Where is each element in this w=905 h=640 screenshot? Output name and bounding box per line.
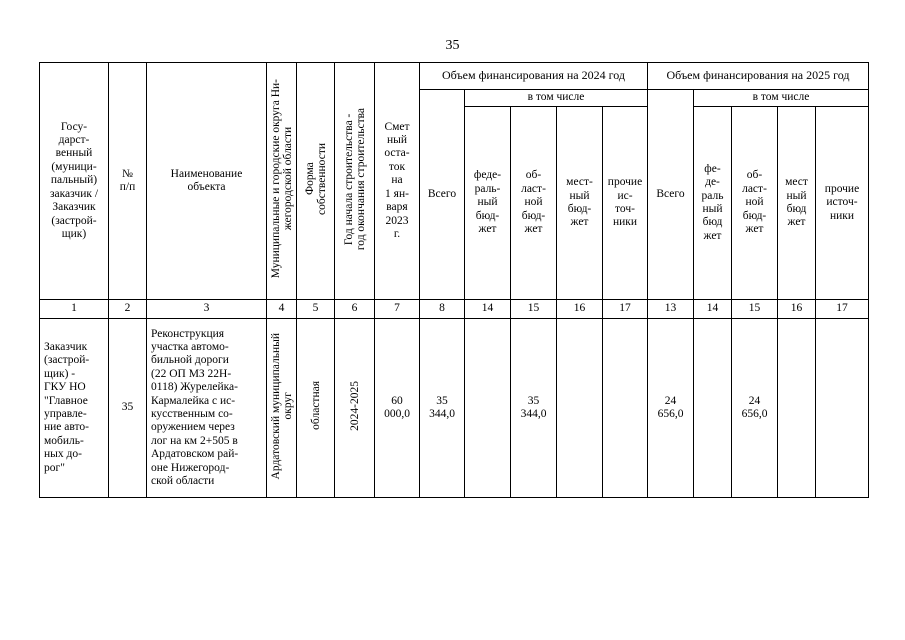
cell-ownership: [297, 319, 335, 498]
header-including-2024: в том числе: [465, 90, 648, 107]
cell-ownership-text: областная: [309, 381, 322, 431]
header-municipality: [267, 63, 297, 300]
header-including-2025: в том числе: [694, 90, 869, 107]
cell-balance: 60 000,0: [375, 319, 420, 498]
column-number: 16: [778, 300, 816, 319]
header-years-text: Год начала строительства - год окончания строительства: [342, 107, 367, 250]
cell-municipality: [267, 319, 297, 498]
header-local-2024: мест- ный бюд- жет: [557, 107, 603, 300]
cell-customer: Заказчик (застрой- щик) - ГКУ НО "Главное управле- ние авто- мобиль- ных до- рог": [40, 319, 109, 498]
cell-municipality-text: Ардатовский муниципальный округ: [269, 332, 294, 480]
column-number: 4: [267, 300, 297, 319]
column-numbers-row: [40, 300, 869, 319]
column-number: 2: [109, 300, 147, 319]
column-number: 3: [147, 300, 267, 319]
cell-local-2025: [778, 319, 816, 498]
header-years: [335, 63, 375, 300]
column-number: 14: [465, 300, 511, 319]
header-ownership: [297, 63, 335, 300]
column-number: 15: [732, 300, 778, 319]
header-ownership-text: Форма собственности: [303, 142, 328, 215]
column-number: 7: [375, 300, 420, 319]
column-number: 16: [557, 300, 603, 319]
header-total-2024: Всего: [420, 90, 465, 300]
header-other-2025: прочие источ- ники: [816, 107, 869, 300]
column-number: 17: [603, 300, 648, 319]
cell-regional-2024: 35 344,0: [511, 319, 557, 498]
cell-num: 35: [109, 319, 147, 498]
header-local-2025: мест ный бюд жет: [778, 107, 816, 300]
cell-years-text: 2024-2025: [348, 380, 361, 431]
header-num: № п/п: [109, 63, 147, 300]
cell-total-2024: 35 344,0: [420, 319, 465, 498]
header-federal-2024: феде- раль- ный бюд- жет: [465, 107, 511, 300]
header-fin-2025: Объем финансирования на 2025 год: [648, 63, 869, 90]
header-regional-2025: об- ласт- ной бюд- жет: [732, 107, 778, 300]
column-number: 14: [694, 300, 732, 319]
cell-regional-2025: 24 656,0: [732, 319, 778, 498]
column-number: 8: [420, 300, 465, 319]
header-federal-2025: фе- де- раль ный бюд жет: [694, 107, 732, 300]
page-number: 35: [445, 38, 460, 53]
cell-other-2024: [603, 319, 648, 498]
header-customer: Госу- дарст- венный (муници- пальный) заказчик / Заказчик (застрой- щик): [40, 63, 109, 300]
cell-total-2025: 24 656,0: [648, 319, 694, 498]
header-municipality-text: Муниципальные и городские округа Ни- жегородской области: [269, 79, 294, 279]
header-object-name: Наименование объекта: [147, 63, 267, 300]
financing-table: [39, 62, 869, 498]
column-number: 1: [40, 300, 109, 319]
cell-local-2024: [557, 319, 603, 498]
column-number: 17: [816, 300, 869, 319]
cell-federal-2025: [694, 319, 732, 498]
column-number: 15: [511, 300, 557, 319]
cell-years: [335, 319, 375, 498]
column-number: 13: [648, 300, 694, 319]
header-balance: Смет ный оста- ток на 1 ян- варя 2023 г.: [375, 63, 420, 300]
table-row: [40, 319, 869, 498]
column-number: 5: [297, 300, 335, 319]
cell-other-2025: [816, 319, 869, 498]
cell-federal-2024: [465, 319, 511, 498]
header-regional-2024: об- ласт- ной бюд- жет: [511, 107, 557, 300]
header-total-2025: Всего: [648, 90, 694, 300]
header-other-2024: прочие ис- точ- ники: [603, 107, 648, 300]
cell-object-name: Реконструкция участка автомо- бильной дороги (22 ОП МЗ 22Н- 0118) Журелейка- Кармалейка с ис- кусственным со- оружением через лог на км 2+505 в Ардатовском рай- оне Нижегород- ской области: [147, 319, 267, 498]
column-number: 6: [335, 300, 375, 319]
header-fin-2024: Объем финансирования на 2024 год: [420, 63, 648, 90]
